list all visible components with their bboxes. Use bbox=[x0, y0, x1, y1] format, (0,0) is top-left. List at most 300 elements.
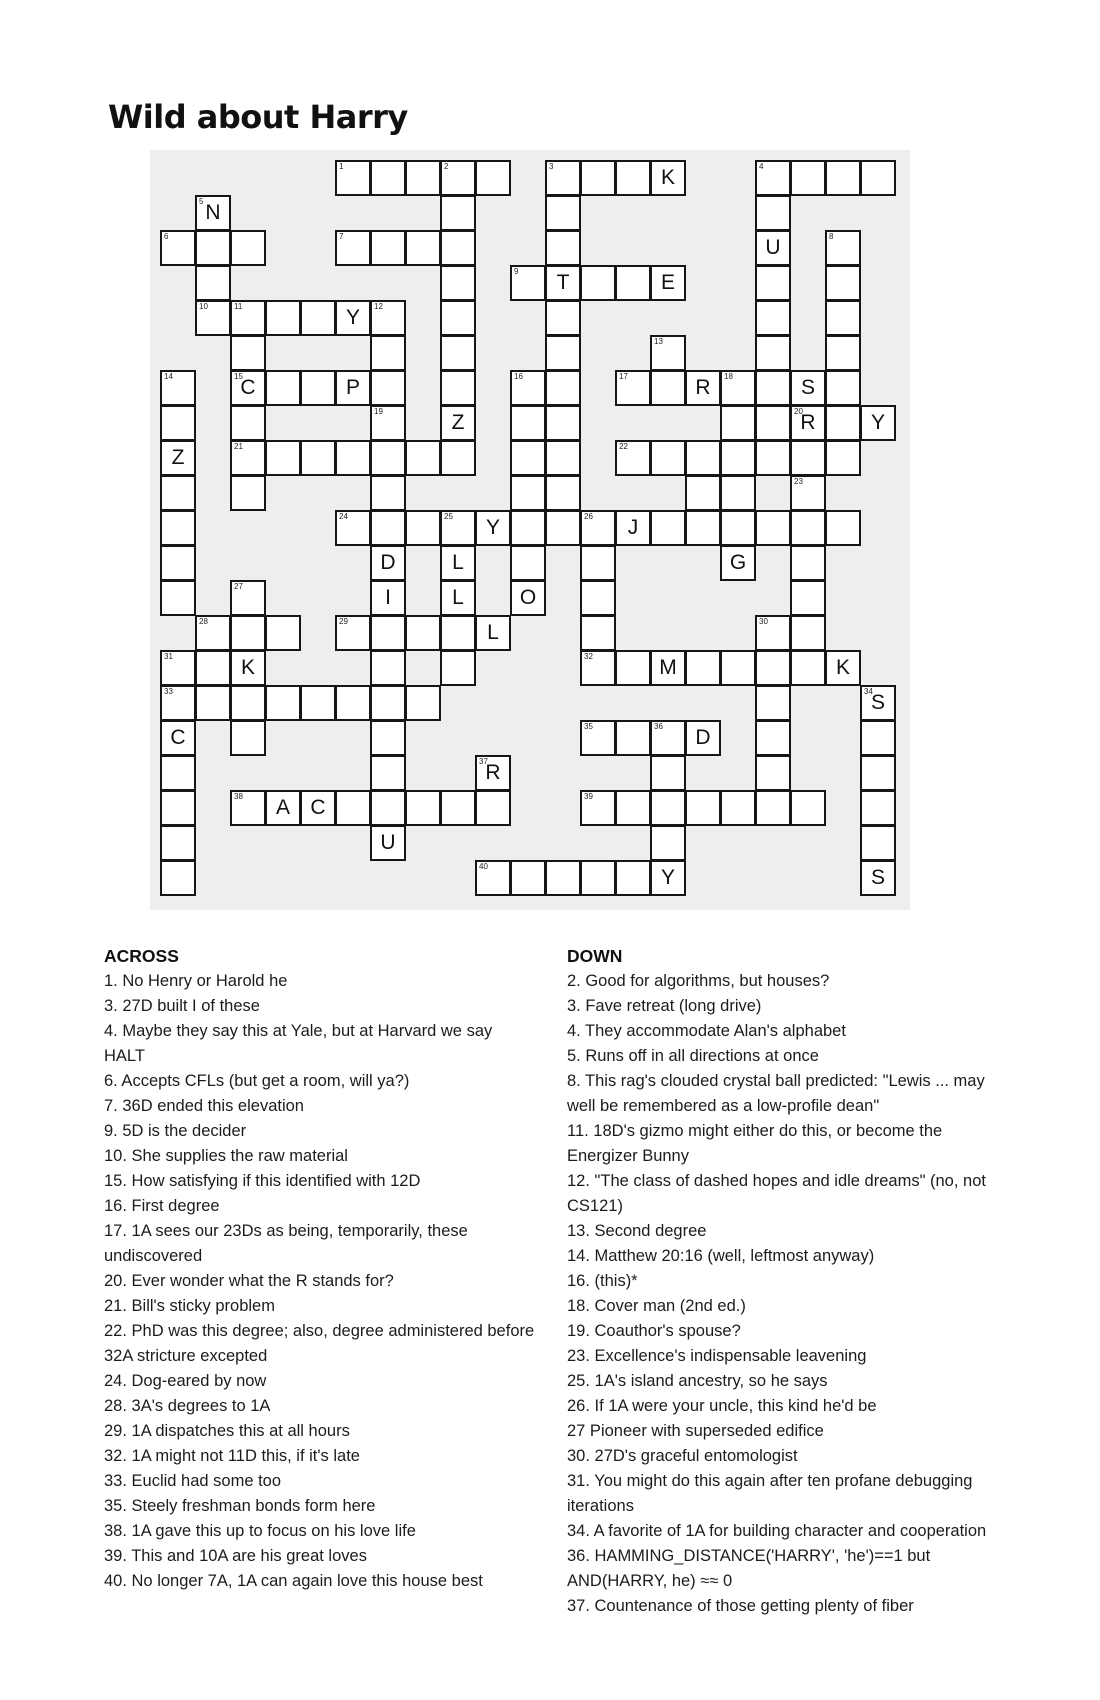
clue-number: 3 bbox=[549, 162, 554, 171]
grid-cell[interactable] bbox=[615, 860, 651, 896]
grid-cell[interactable] bbox=[615, 265, 651, 301]
clue-number: 14 bbox=[164, 372, 173, 381]
grid-cell[interactable] bbox=[545, 475, 581, 511]
grid-cell[interactable] bbox=[580, 720, 616, 756]
down-clue: 26. If 1A were your uncle, this kind he'd be bbox=[567, 1397, 877, 1415]
grid-cell[interactable] bbox=[265, 790, 301, 826]
grid-cell[interactable] bbox=[230, 720, 266, 756]
grid-cell[interactable] bbox=[335, 370, 371, 406]
grid-cell[interactable] bbox=[440, 160, 476, 196]
grid-cell[interactable] bbox=[370, 510, 406, 546]
cell-letter: K bbox=[240, 656, 255, 679]
grid-cell[interactable] bbox=[405, 615, 441, 651]
grid-cell[interactable] bbox=[405, 230, 441, 266]
grid-cell[interactable] bbox=[335, 230, 371, 266]
grid-cell[interactable] bbox=[370, 685, 406, 721]
clue-number: 6 bbox=[164, 232, 169, 241]
cell-letter: C bbox=[310, 796, 326, 819]
grid-cell[interactable] bbox=[230, 230, 266, 266]
across-clue: 3. 27D built I of these bbox=[104, 997, 260, 1015]
cell-letter: Y bbox=[660, 866, 675, 889]
grid-cell[interactable] bbox=[160, 370, 196, 406]
grid-cell[interactable] bbox=[790, 160, 826, 196]
grid-cell[interactable] bbox=[370, 615, 406, 651]
across-clue: 33. Euclid had some too bbox=[104, 1472, 282, 1490]
grid-cell[interactable] bbox=[860, 755, 896, 791]
grid-cell[interactable] bbox=[720, 650, 756, 686]
grid-cell[interactable] bbox=[230, 790, 266, 826]
grid-cell[interactable] bbox=[300, 790, 336, 826]
grid-cell[interactable] bbox=[475, 510, 511, 546]
grid-cell[interactable] bbox=[440, 615, 476, 651]
grid-cell[interactable] bbox=[160, 230, 196, 266]
cell-letter: M bbox=[659, 656, 677, 679]
cell-letter: S bbox=[800, 376, 815, 399]
grid-cell[interactable] bbox=[755, 755, 791, 791]
grid-cell[interactable] bbox=[545, 160, 581, 196]
grid-cell[interactable] bbox=[440, 545, 476, 581]
grid-cell[interactable] bbox=[265, 440, 301, 476]
grid-cell[interactable] bbox=[545, 440, 581, 476]
grid-cell[interactable] bbox=[685, 475, 721, 511]
grid-cell[interactable] bbox=[650, 825, 686, 861]
grid-cell[interactable] bbox=[370, 650, 406, 686]
grid-cell[interactable] bbox=[405, 160, 441, 196]
grid-cell[interactable] bbox=[230, 405, 266, 441]
grid-cell[interactable] bbox=[335, 510, 371, 546]
grid-cell[interactable] bbox=[265, 370, 301, 406]
down-clue: 31. You might do this again after ten profane debugging iterations bbox=[567, 1472, 973, 1515]
cell-letter: R bbox=[485, 761, 501, 784]
grid-cell[interactable] bbox=[790, 370, 826, 406]
grid-cell[interactable] bbox=[300, 370, 336, 406]
grid-cell[interactable] bbox=[265, 615, 301, 651]
grid-cell[interactable] bbox=[615, 720, 651, 756]
grid-cell[interactable] bbox=[300, 685, 336, 721]
grid-cell[interactable] bbox=[650, 335, 686, 371]
grid-cell[interactable] bbox=[720, 545, 756, 581]
grid-cell[interactable] bbox=[860, 790, 896, 826]
grid-cell[interactable] bbox=[510, 510, 546, 546]
cell-letter: R bbox=[800, 411, 816, 434]
grid-cell[interactable] bbox=[755, 370, 791, 406]
cell-letter: U bbox=[380, 831, 396, 854]
grid-cell[interactable] bbox=[160, 650, 196, 686]
grid-cell[interactable] bbox=[650, 650, 686, 686]
clue-number: 16 bbox=[514, 372, 523, 381]
clue-number: 40 bbox=[479, 862, 488, 871]
grid-cell[interactable] bbox=[825, 160, 861, 196]
grid-cell[interactable] bbox=[370, 755, 406, 791]
grid-cell[interactable] bbox=[825, 265, 861, 301]
grid-cell[interactable] bbox=[825, 370, 861, 406]
grid-cell[interactable] bbox=[545, 335, 581, 371]
grid-cell[interactable] bbox=[755, 510, 791, 546]
grid-cell[interactable] bbox=[335, 790, 371, 826]
clue-number: 39 bbox=[584, 792, 593, 801]
clue-number: 4 bbox=[759, 162, 764, 171]
grid-cell[interactable] bbox=[230, 300, 266, 336]
grid-cell[interactable] bbox=[510, 440, 546, 476]
down-clue: 27 Pioneer with superseded edifice bbox=[567, 1422, 824, 1440]
cell-letter: P bbox=[345, 376, 360, 399]
grid-cell[interactable] bbox=[580, 615, 616, 651]
grid-cell[interactable] bbox=[685, 790, 721, 826]
down-clue: 5. Runs off in all directions at once bbox=[567, 1047, 819, 1065]
across-clue: 7. 36D ended this elevation bbox=[104, 1097, 304, 1115]
clue-number: 12 bbox=[374, 302, 383, 311]
grid-cell[interactable] bbox=[860, 685, 896, 721]
grid-cell[interactable] bbox=[755, 230, 791, 266]
grid-cell[interactable] bbox=[440, 265, 476, 301]
grid-cell[interactable] bbox=[370, 160, 406, 196]
grid-cell[interactable] bbox=[790, 650, 826, 686]
clue-number: 17 bbox=[619, 372, 628, 381]
grid-cell[interactable] bbox=[440, 790, 476, 826]
clue-number: 21 bbox=[234, 442, 243, 451]
grid-cell[interactable] bbox=[545, 405, 581, 441]
grid-cell[interactable] bbox=[440, 370, 476, 406]
grid-cell[interactable] bbox=[405, 685, 441, 721]
grid-cell[interactable] bbox=[195, 300, 231, 336]
down-heading: DOWN bbox=[567, 946, 623, 966]
down-clue: 18. Cover man (2nd ed.) bbox=[567, 1297, 746, 1315]
grid-cell[interactable] bbox=[545, 510, 581, 546]
grid-cell[interactable] bbox=[230, 615, 266, 651]
grid-cell[interactable] bbox=[580, 510, 616, 546]
grid-cell[interactable] bbox=[475, 615, 511, 651]
across-heading: ACROSS bbox=[104, 946, 179, 966]
grid-cell[interactable] bbox=[230, 335, 266, 371]
grid-cell[interactable] bbox=[195, 685, 231, 721]
grid-cell[interactable] bbox=[160, 825, 196, 861]
grid-cell[interactable] bbox=[720, 475, 756, 511]
across-clue: 6. Accepts CFLs (but get a room, will ya?) bbox=[104, 1072, 410, 1090]
grid-cell[interactable] bbox=[860, 860, 896, 896]
grid-cell[interactable] bbox=[440, 405, 476, 441]
clue-number: 2 bbox=[444, 162, 449, 171]
grid-cell[interactable] bbox=[755, 405, 791, 441]
clue-number: 22 bbox=[619, 442, 628, 451]
grid-cell[interactable] bbox=[300, 440, 336, 476]
grid-cell[interactable] bbox=[440, 650, 476, 686]
grid-cell[interactable] bbox=[405, 510, 441, 546]
grid-cell[interactable] bbox=[790, 545, 826, 581]
clue-number: 27 bbox=[234, 582, 243, 591]
grid-cell[interactable] bbox=[545, 265, 581, 301]
grid-cell[interactable] bbox=[370, 440, 406, 476]
grid-cell[interactable] bbox=[230, 440, 266, 476]
cell-letter: T bbox=[556, 271, 570, 294]
grid-cell[interactable] bbox=[755, 685, 791, 721]
grid-cell[interactable] bbox=[440, 300, 476, 336]
grid-cell[interactable] bbox=[405, 790, 441, 826]
cell-letter: N bbox=[205, 201, 221, 224]
grid-cell[interactable] bbox=[580, 265, 616, 301]
grid-cell[interactable] bbox=[195, 265, 231, 301]
grid-cell[interactable] bbox=[265, 685, 301, 721]
across-clue: 35. Steely freshman bonds form here bbox=[104, 1497, 376, 1515]
down-clue-list bbox=[567, 969, 997, 1619]
across-clues-section bbox=[104, 944, 536, 1594]
grid-cell[interactable] bbox=[370, 370, 406, 406]
grid-cell[interactable] bbox=[370, 825, 406, 861]
grid-cell[interactable] bbox=[545, 230, 581, 266]
grid-cell[interactable] bbox=[825, 510, 861, 546]
grid-cell[interactable] bbox=[370, 230, 406, 266]
grid-cell[interactable] bbox=[685, 440, 721, 476]
down-clue: 19. Coauthor's spouse? bbox=[567, 1322, 741, 1340]
clue-number: 8 bbox=[829, 232, 834, 241]
down-clue: 36. HAMMING_DISTANCE('HARRY', 'he')==1 but AND(HARRY, he) ≈≈ 0 bbox=[567, 1547, 931, 1590]
grid-cell[interactable] bbox=[860, 405, 896, 441]
across-clue: 38. 1A gave this up to focus on his love life bbox=[104, 1522, 416, 1540]
across-clue: 32. 1A might not 11D this, if it's late bbox=[104, 1447, 360, 1465]
grid-cell[interactable] bbox=[440, 335, 476, 371]
grid-cell[interactable] bbox=[755, 440, 791, 476]
cell-letter: D bbox=[695, 726, 711, 749]
across-clue: 15. How satisfying if this identified with 12D bbox=[104, 1172, 421, 1190]
grid-cell[interactable] bbox=[370, 720, 406, 756]
grid-cell[interactable] bbox=[580, 790, 616, 826]
grid-cell[interactable] bbox=[510, 405, 546, 441]
grid-cell[interactable] bbox=[650, 440, 686, 476]
grid-cell[interactable] bbox=[335, 300, 371, 336]
grid-cell[interactable] bbox=[650, 510, 686, 546]
grid-cell[interactable] bbox=[580, 650, 616, 686]
grid-cell[interactable] bbox=[615, 790, 651, 826]
down-clue: 2. Good for algorithms, but houses? bbox=[567, 972, 830, 990]
grid-cell[interactable] bbox=[440, 510, 476, 546]
clue-number: 34 bbox=[864, 687, 873, 696]
grid-cell[interactable] bbox=[370, 335, 406, 371]
clue-number: 38 bbox=[234, 792, 243, 801]
grid-cell[interactable] bbox=[335, 440, 371, 476]
grid-cell[interactable] bbox=[755, 195, 791, 231]
cell-letter: Y bbox=[345, 306, 360, 329]
grid-cell[interactable] bbox=[160, 755, 196, 791]
across-clue: 40. No longer 7A, 1A can again love this house best bbox=[104, 1572, 483, 1590]
grid-cell[interactable] bbox=[510, 265, 546, 301]
grid-cell[interactable] bbox=[755, 650, 791, 686]
grid-cell[interactable] bbox=[370, 790, 406, 826]
grid-cell[interactable] bbox=[265, 300, 301, 336]
grid-cell[interactable] bbox=[230, 685, 266, 721]
grid-cell[interactable] bbox=[580, 545, 616, 581]
grid-cell[interactable] bbox=[650, 790, 686, 826]
grid-cell[interactable] bbox=[510, 370, 546, 406]
grid-cell[interactable] bbox=[755, 160, 791, 196]
down-clue: 34. A favorite of 1A for building character and cooperation bbox=[567, 1522, 987, 1540]
grid-cell[interactable] bbox=[545, 860, 581, 896]
grid-cell[interactable] bbox=[685, 370, 721, 406]
grid-cell[interactable] bbox=[475, 860, 511, 896]
clue-number: 31 bbox=[164, 652, 173, 661]
grid-cell[interactable] bbox=[300, 300, 336, 336]
grid-cell[interactable] bbox=[160, 510, 196, 546]
clue-number: 9 bbox=[514, 267, 519, 276]
clue-number: 25 bbox=[444, 512, 453, 521]
grid-cell[interactable] bbox=[160, 790, 196, 826]
grid-cell[interactable] bbox=[650, 755, 686, 791]
grid-cell[interactable] bbox=[545, 195, 581, 231]
grid-cell[interactable] bbox=[230, 370, 266, 406]
cell-letter: S bbox=[870, 866, 885, 889]
grid-cell[interactable] bbox=[615, 510, 651, 546]
down-clue: 11. 18D's gizmo might either do this, or become the Energizer Bunny bbox=[567, 1122, 943, 1165]
grid-cell[interactable] bbox=[860, 825, 896, 861]
cell-letter: R bbox=[695, 376, 711, 399]
grid-cell[interactable] bbox=[615, 160, 651, 196]
grid-cell[interactable] bbox=[405, 440, 441, 476]
grid-cell[interactable] bbox=[230, 580, 266, 616]
grid-cell[interactable] bbox=[650, 265, 686, 301]
grid-cell[interactable] bbox=[195, 650, 231, 686]
grid-cell[interactable] bbox=[685, 650, 721, 686]
grid-cell[interactable] bbox=[195, 615, 231, 651]
clue-number: 32 bbox=[584, 652, 593, 661]
grid-cell[interactable] bbox=[790, 790, 826, 826]
grid-cell[interactable] bbox=[440, 440, 476, 476]
grid-cell[interactable] bbox=[230, 650, 266, 686]
grid-cell[interactable] bbox=[755, 720, 791, 756]
grid-cell[interactable] bbox=[440, 230, 476, 266]
grid-cell[interactable] bbox=[475, 790, 511, 826]
grid-cell[interactable] bbox=[650, 160, 686, 196]
across-clue: 28. 3A's degrees to 1A bbox=[104, 1397, 271, 1415]
across-clue: 24. Dog-eared by now bbox=[104, 1372, 267, 1390]
clue-number: 20 bbox=[794, 407, 803, 416]
across-clue: 1. No Henry or Harold he bbox=[104, 972, 288, 990]
grid-cell[interactable] bbox=[370, 405, 406, 441]
down-clue: 12. "The class of dashed hopes and idle dreams" (no, not CS121) bbox=[567, 1172, 986, 1215]
grid-cell[interactable] bbox=[370, 475, 406, 511]
grid-cell[interactable] bbox=[755, 265, 791, 301]
grid-cell[interactable] bbox=[615, 650, 651, 686]
across-clue: 22. PhD was this degree; also, degree administered before 32A stricture excepted bbox=[104, 1322, 535, 1365]
grid-cell[interactable] bbox=[650, 370, 686, 406]
grid-cell[interactable] bbox=[615, 370, 651, 406]
grid-cell[interactable] bbox=[510, 860, 546, 896]
grid-cell[interactable] bbox=[615, 440, 651, 476]
clue-number: 29 bbox=[339, 617, 348, 626]
grid-cell[interactable] bbox=[370, 300, 406, 336]
grid-cell[interactable] bbox=[825, 230, 861, 266]
clue-number: 35 bbox=[584, 722, 593, 731]
grid-cell[interactable] bbox=[370, 545, 406, 581]
grid-cell[interactable] bbox=[545, 300, 581, 336]
grid-cell[interactable] bbox=[755, 615, 791, 651]
grid-cell[interactable] bbox=[860, 720, 896, 756]
clue-number: 37 bbox=[479, 757, 488, 766]
grid-cell[interactable] bbox=[545, 370, 581, 406]
clue-number: 7 bbox=[339, 232, 344, 241]
down-clues-section bbox=[567, 944, 997, 1619]
grid-cell[interactable] bbox=[335, 160, 371, 196]
grid-cell[interactable] bbox=[825, 440, 861, 476]
grid-cell[interactable] bbox=[860, 160, 896, 196]
cell-letter: G bbox=[729, 551, 747, 574]
grid-cell[interactable] bbox=[160, 440, 196, 476]
grid-cell[interactable] bbox=[160, 405, 196, 441]
grid-cell[interactable] bbox=[580, 160, 616, 196]
grid-cell[interactable] bbox=[755, 790, 791, 826]
cell-letter: U bbox=[765, 236, 781, 259]
grid-cell[interactable] bbox=[685, 720, 721, 756]
grid-cell[interactable] bbox=[335, 685, 371, 721]
grid-cell[interactable] bbox=[440, 580, 476, 616]
grid-cell[interactable] bbox=[335, 615, 371, 651]
grid-cell[interactable] bbox=[510, 580, 546, 616]
clue-number: 10 bbox=[199, 302, 208, 311]
down-clue: 37. Countenance of those getting plenty of fiber bbox=[567, 1597, 914, 1615]
grid-cell[interactable] bbox=[720, 370, 756, 406]
puzzle-title: Wild about Harry bbox=[108, 98, 408, 136]
grid-cell[interactable] bbox=[825, 300, 861, 336]
grid-cell[interactable] bbox=[755, 335, 791, 371]
grid-cell[interactable] bbox=[790, 580, 826, 616]
grid-cell[interactable] bbox=[650, 720, 686, 756]
across-clue: 29. 1A dispatches this at all hours bbox=[104, 1422, 350, 1440]
grid-cell[interactable] bbox=[720, 790, 756, 826]
grid-cell[interactable] bbox=[720, 405, 756, 441]
grid-cell[interactable] bbox=[790, 615, 826, 651]
grid-cell[interactable] bbox=[755, 300, 791, 336]
grid-cell[interactable] bbox=[160, 580, 196, 616]
grid-cell[interactable] bbox=[685, 510, 721, 546]
grid-cell[interactable] bbox=[230, 475, 266, 511]
across-clue: 4. Maybe they say this at Yale, but at Harvard we say HALT bbox=[104, 1022, 493, 1065]
grid-cell[interactable] bbox=[160, 720, 196, 756]
cell-letter: K bbox=[835, 656, 850, 679]
grid-cell[interactable] bbox=[370, 580, 406, 616]
grid-cell[interactable] bbox=[650, 860, 686, 896]
cell-letter: S bbox=[870, 691, 885, 714]
grid-cell[interactable] bbox=[440, 195, 476, 231]
clue-number: 23 bbox=[794, 477, 803, 486]
clue-number: 24 bbox=[339, 512, 348, 521]
grid-cell[interactable] bbox=[510, 545, 546, 581]
grid-cell[interactable] bbox=[475, 755, 511, 791]
grid-cell[interactable] bbox=[580, 860, 616, 896]
grid-cell[interactable] bbox=[580, 580, 616, 616]
grid-cell[interactable] bbox=[160, 685, 196, 721]
across-clue: 39. This and 10A are his great loves bbox=[104, 1547, 367, 1565]
cell-letter: Y bbox=[870, 411, 885, 434]
down-clue: 30. 27D's graceful entomologist bbox=[567, 1447, 798, 1465]
down-clue: 4. They accommodate Alan's alphabet bbox=[567, 1022, 846, 1040]
grid-cell[interactable] bbox=[825, 405, 861, 441]
grid-cell[interactable] bbox=[790, 510, 826, 546]
grid-cell[interactable] bbox=[510, 475, 546, 511]
grid-cell[interactable] bbox=[160, 860, 196, 896]
grid-cell[interactable] bbox=[160, 545, 196, 581]
grid-cell[interactable] bbox=[790, 475, 826, 511]
grid-cell[interactable] bbox=[790, 405, 826, 441]
down-clue: 8. This rag's clouded crystal ball predicted: "Lewis ... may well be remembered as a low-profile dean" bbox=[567, 1072, 985, 1115]
grid-cell[interactable] bbox=[195, 230, 231, 266]
grid-cell[interactable] bbox=[195, 195, 231, 231]
grid-cell[interactable] bbox=[720, 510, 756, 546]
clue-number: 15 bbox=[234, 372, 243, 381]
grid-cell[interactable] bbox=[790, 440, 826, 476]
grid-cell[interactable] bbox=[475, 160, 511, 196]
grid-cell[interactable] bbox=[825, 335, 861, 371]
grid-cell[interactable] bbox=[720, 440, 756, 476]
grid-cell[interactable] bbox=[160, 475, 196, 511]
grid-cell[interactable] bbox=[825, 650, 861, 686]
down-clue: 25. 1A's island ancestry, so he says bbox=[567, 1372, 828, 1390]
